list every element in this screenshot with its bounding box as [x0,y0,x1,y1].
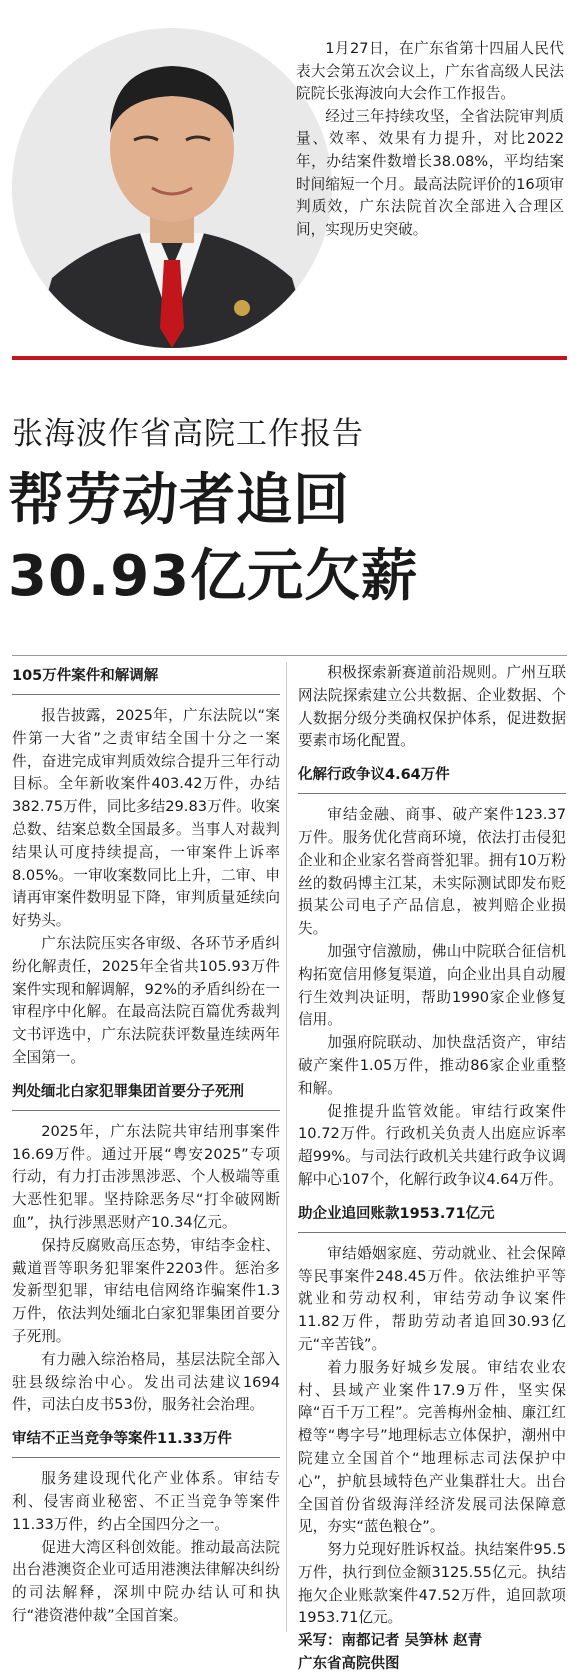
column-divider [286,662,287,1632]
section-rule [12,694,280,695]
section-rule [298,1232,566,1233]
body-paragraph: 有力融入综治格局，基层法院全部入驻县级综治中心。发出司法建议1694件，司法白皮书53份，服务社会治理。 [12,1350,280,1414]
photo-credit: 广东省高院供图 [298,1656,400,1673]
left-column [12,662,280,1628]
body-paragraph: 促推提升监管效能。审结行政案件10.72万件。行政机关负责人出庭应诉率超99%。与司法行政机关共建行政争议调解中心107个，化解行政争议4.64万件。 [298,1102,566,1188]
right-column [298,662,566,1676]
body-paragraph: 2025年，广东法院共审结刑事案件16.69万件。通过开展“粤安2025”专项行动，有力打击涉黑涉恶、个人极端等重大恶性犯罪。坚持除恶务尽“打伞破网断血”，执行涉黑恶财产10.34亿元。 [12,1122,280,1231]
headline-line-1: 帮劳动者追回 [8,468,350,533]
section-title: 判处缅北白家犯罪集团首要分子死刑 [12,1083,244,1100]
main-headline [8,463,418,615]
section-rule [12,1457,280,1458]
body-paragraph: 加强守信激励，佛山中院联合征信机构拓宽信用修复渠道，向企业出具自动履行生效判决证明，帮助1990家企业修复信用。 [298,942,566,1029]
red-divider [12,356,567,360]
intro-text [296,38,564,241]
section-title: 化解行政争议4.64万件 [298,767,450,784]
body-paragraph: 促进大湾区科创效能。推动最高法院出台港澳资企业可适用港澳法律解决纠纷的司法解释，深圳中院办结认可和执行“港资港仲裁”全国首案。 [12,1538,280,1624]
headline-line-2: 30.93亿元欠薪 [8,544,419,609]
body-paragraph: 着力服务好城乡发展。审结农业农村、县域产业案件17.9万件，坚实保障“百千万工程”。完善梅州金柚、廉江红橙等“粤字号”地理标志立体保护，潮州中院建立全国首个“地理标志司法保护中心”，护航县域特色产业集群壮大。出台全国首份省级海洋经济发展司法保障意见，夯实“蓝色粮仓”。 [298,1358,566,1536]
top-area [0,0,581,360]
body-paragraph: 服务建设现代化产业体系。审结专利、侵害商业秘密、不正当竞争等案件11.33万件，约占全国四分之一。 [12,1470,280,1533]
body-paragraph: 加强府院联动、加快盘活资产，审结破产案件1.05万件，推动86家企业重整和解。 [298,1034,566,1097]
body-paragraph: 积极探索新赛道前沿规则。广州互联网法院探索建立公共数据、企业数据、个人数据分级分类确权保护体系，促进数据要素市场化配置。 [298,664,566,750]
body-top-rule [12,655,567,656]
section-title: 助企业追回账款1953.71亿元 [298,1205,495,1222]
body-paragraph: 努力兑现好胜诉权益。执结案件95.5万件，执行到位金额3125.55亿元。执结拖欠企业账款案件47.52万件，追回款项1953.71亿元。 [298,1541,566,1627]
body-paragraph: 报告披露，2025年，广东法院以“案件第一大省”之责审结全国十分之一案件，奋进完成审判质效综合提升三年行动目标。全年新收案件403.42万件，办结382.75万件，同比多结29.83万件。收案总数、结案总数全国最多。当事人对裁判结果认可度持续提高，一审案件上诉率8.05%。一审收案数同比上升，二审、申请再审案件数明显下降，审判质量延续向好势头。 [12,707,280,930]
section-title: 审结不正当竞争等案件11.33万件 [12,1431,232,1448]
section-rule [12,1110,280,1111]
section-rule [298,793,566,794]
body-paragraph: 审结婚姻家庭、劳动就业、社会保障等民事案件248.45万件。依法维护平等就业和劳动权利，审结劳动争议案件11.82万件，帮助劳动者追回30.93亿元“辛苦钱”。 [298,1244,566,1353]
body-paragraph: 审结金融、商事、破产案件123.37万件。服务优化营商环境，依法打击侵犯企业和企业家名誉商誉犯罪。拥有10万粉丝的数码博主江某，未实际测试即发布贬损某公司电子产品信息，被判赔企业损失。 [298,806,566,938]
body-paragraph: 保持反腐败高压态势，审结李金柱、戴道晋等职务犯罪案件2203件。惩治多发新型犯罪，审结电信网络诈骗案件1.3万件，依法判处缅北白家犯罪集团首要分子死刑。 [12,1236,280,1345]
kicker-title: 张海波作省高院工作报告 [12,416,364,452]
intro-paragraph: 1月27日，在广东省第十四届人民代表大会第五次会议上，广东省高级人民法院院长张海波向大会作工作报告。 [296,40,564,103]
body-paragraph: 广东法院压实各审级、各环节矛盾纠纷化解责任，2025年全省共105.93万件案件实现和解调解，92%的矛盾纠纷在一审程序中化解。在最高法院百篇优秀裁判文书评选中，广东法院获评数量连续两年全国第一。 [12,934,280,1066]
portrait-illustration [12,28,332,348]
intro-paragraph: 经过三年持续攻坚，全省法院审判质量、效率、效果有力提升，对比2022年，办结案件数增长38.08%，平均结案时间缩短一个月。最高法院评价的16项审判质效，广东法院首次全部进入合理区间，实现历史突破。 [296,107,564,238]
section-title: 105万件案件和解调解 [12,668,159,684]
portrait-photo [12,28,332,348]
byline: 采写：南都记者 吴笋林 赵青 [298,1633,483,1650]
